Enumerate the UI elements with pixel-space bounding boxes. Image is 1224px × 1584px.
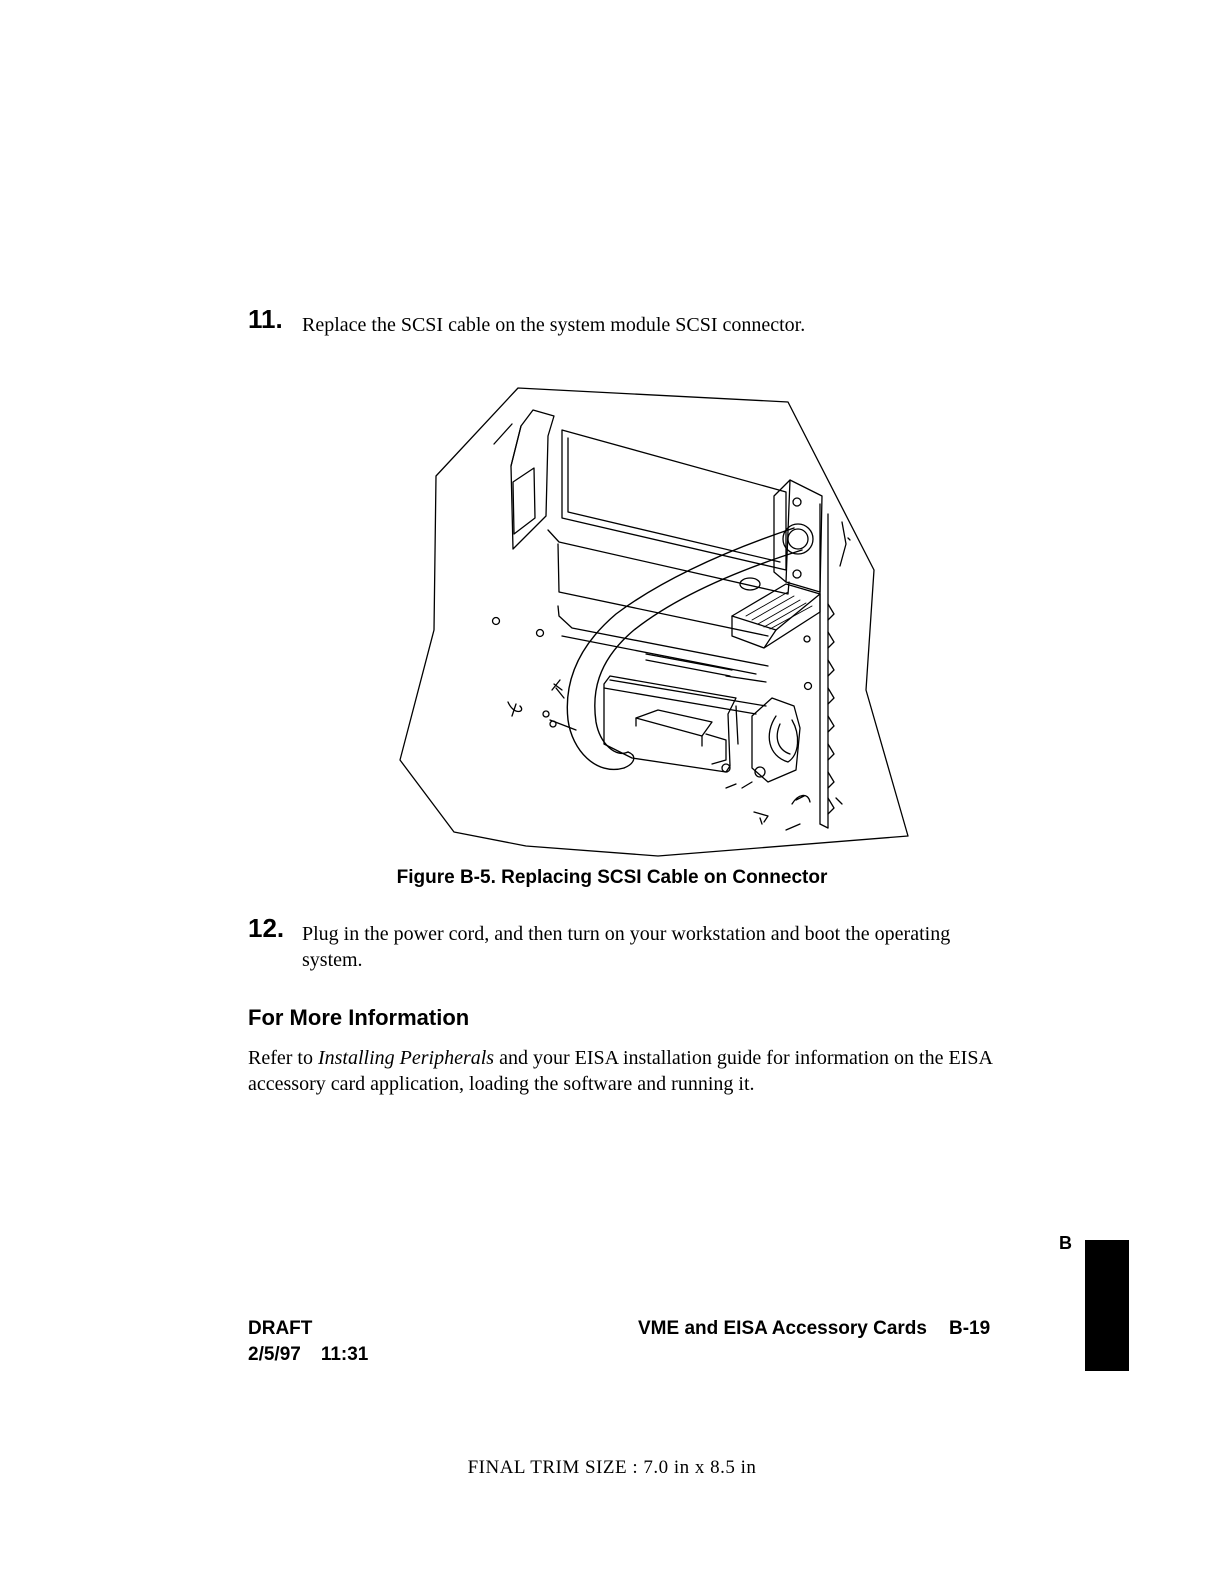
step-number: 11. — [248, 304, 283, 334]
trim-size-note: FINAL TRIM SIZE : 7.0 in x 8.5 in — [467, 1457, 757, 1478]
footer-page-number: B-19 — [948, 1318, 991, 1339]
footer-time: 11:31 — [320, 1344, 369, 1365]
step-text: Plug in the power cord, and then turn on your workstation and boot the operating system. — [302, 923, 951, 971]
chapter-tab-marker — [1085, 1240, 1129, 1371]
footer-chapter — [638, 1318, 990, 1340]
footer-chapter-title: VME and EISA Accessory Cards — [638, 1318, 927, 1339]
figure-caption: Figure B-5. Replacing SCSI Cable on Connector — [396, 867, 828, 888]
paragraph-lead: Refer to — [248, 1047, 318, 1069]
paragraph-body: and your EISA installation guide for information on the EISA accessory card application, loading the software and running it. — [248, 1047, 992, 1095]
footer-datetime — [248, 1344, 368, 1366]
section-heading: For More Information — [248, 1005, 470, 1030]
chapter-tab-letter: B — [1059, 1233, 1072, 1253]
step-text: Replace the SCSI cable on the system module SCSI connector. — [302, 314, 806, 336]
book-title: Installing Peripherals — [317, 1047, 495, 1069]
section-paragraph — [248, 1045, 1028, 1097]
figure-scsi-cable-illustration — [396, 384, 916, 858]
footer-draft: DRAFT — [248, 1318, 313, 1339]
footer-date: 2/5/97 — [248, 1344, 301, 1365]
step-number: 12. — [248, 913, 285, 943]
